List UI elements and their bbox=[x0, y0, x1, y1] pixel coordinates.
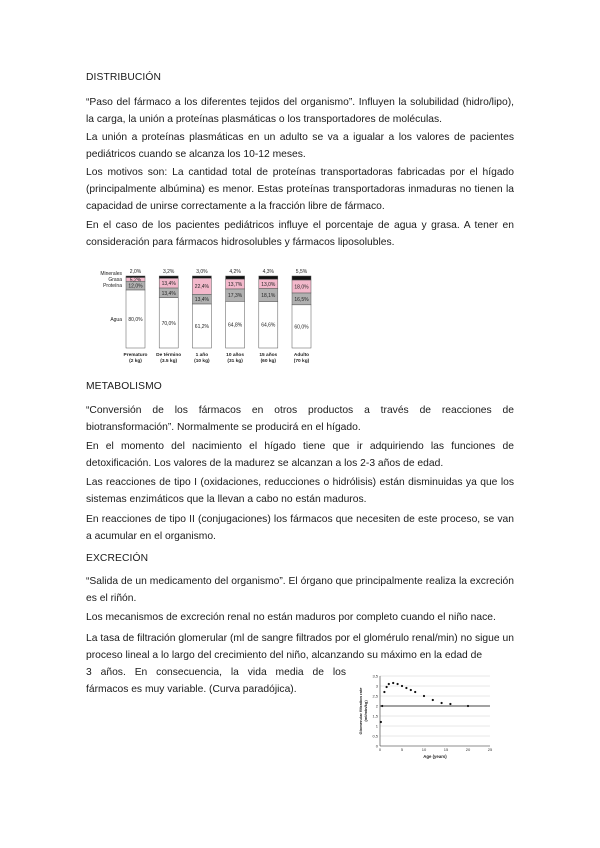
category-sublabel: (3.5 kg) bbox=[160, 359, 178, 364]
data-point bbox=[386, 686, 388, 688]
category-label: Prematuro bbox=[123, 353, 148, 358]
y-tick-label: 0 bbox=[375, 743, 378, 749]
category-label: De término bbox=[156, 353, 182, 358]
segment-label: 13,0% bbox=[261, 281, 276, 288]
x-tick-label: 15 bbox=[443, 747, 449, 752]
y-tick-label: 1,5 bbox=[372, 713, 378, 719]
data-point bbox=[432, 699, 434, 701]
data-point bbox=[388, 683, 390, 685]
data-point bbox=[383, 691, 385, 693]
data-point bbox=[449, 703, 451, 705]
y-tick-label: 0,5 bbox=[372, 733, 378, 739]
segment-label: 13,7% bbox=[228, 281, 243, 288]
bar-segment-minerales bbox=[159, 276, 178, 278]
distribucion-paragraph-4: En el caso de los pacientes pediátricos influye el porcentaje de agua y grasa. A tener en consideración para fármacos hidrosolubles y fármacos liposolubles. bbox=[86, 220, 514, 249]
bar-segment-minerales bbox=[259, 276, 278, 279]
segment-label: 70,0% bbox=[161, 320, 176, 327]
excrecion-paragraph-3: La tasa de filtración glomerular (ml de sangre filtrados por el glomérulo renal/min) no sigue un proceso lineal a lo largo del crecimiento del niño, alcanzando su máximo en la edad de bbox=[86, 633, 514, 662]
x-tick-label: 20 bbox=[465, 747, 471, 752]
x-tick-label: 0 bbox=[378, 747, 382, 752]
x-tick-label: 10 bbox=[421, 747, 427, 752]
segment-label: 5,2% bbox=[129, 277, 142, 284]
gfr-scatter-chart bbox=[348, 670, 498, 768]
segment-label: 80,0% bbox=[128, 316, 143, 323]
distribucion-paragraph-1: “Paso del fármaco a los diferentes tejidos del organismo”. Influyen la solubilidad (hidro/lipo), la carga, la unión a proteínas plasmáticas o los transportadores de moléculas. bbox=[86, 97, 514, 126]
data-point bbox=[401, 685, 403, 687]
heading-excrecion: EXCRECIÓN bbox=[86, 553, 149, 564]
distribucion-paragraph-2: La unión a proteínas plasmáticas en un adulto se va a igualar a los valores de pacientes pediátricos cuando se alcanza los 10-12 meses. bbox=[86, 132, 514, 161]
category-sublabel: (31 kg) bbox=[227, 359, 243, 364]
segment-label: 18,0% bbox=[294, 284, 309, 291]
segment-label: 17,3% bbox=[228, 293, 243, 300]
data-point bbox=[397, 683, 399, 685]
segment-label: 64,8% bbox=[228, 322, 243, 329]
bar-segment-minerales bbox=[292, 276, 311, 280]
y-axis-label-units: (ml/min/kg) bbox=[363, 700, 368, 722]
x-axis-label: Age (years) bbox=[423, 754, 447, 759]
minerales-label: 4,2% bbox=[229, 269, 241, 275]
category-label: Adulto bbox=[293, 353, 310, 358]
heading-distribucion: DISTRIBUCIÓN bbox=[86, 72, 161, 83]
x-tick-label: 25 bbox=[487, 747, 493, 752]
segment-label: 16,5% bbox=[294, 296, 309, 303]
segment-label: 12,0% bbox=[128, 283, 143, 290]
segment-label: 60,0% bbox=[294, 324, 309, 331]
minerales-label: 5,5% bbox=[295, 269, 308, 275]
data-point bbox=[380, 721, 382, 723]
data-point bbox=[405, 687, 407, 689]
heading-metabolismo: METABOLISMO bbox=[86, 381, 162, 392]
bar-segment-minerales bbox=[226, 276, 245, 279]
segment-label: 61,2% bbox=[194, 323, 209, 330]
component-label-proteína: Proteína bbox=[103, 283, 122, 289]
minerales-label: 3,0% bbox=[196, 269, 208, 275]
y-tick-label: 3 bbox=[375, 683, 378, 689]
category-label: 10 años bbox=[226, 353, 245, 358]
x-tick-label: 5 bbox=[400, 747, 404, 752]
data-point bbox=[414, 691, 416, 693]
data-point bbox=[392, 682, 394, 684]
metabolismo-paragraph-4: En reacciones de tipo II (conjugaciones) los fármacos que necesiten de este proceso, se van a acumular en el organismo. bbox=[86, 514, 514, 543]
minerales-label: 2,0% bbox=[129, 269, 142, 275]
category-sublabel: (10 kg) bbox=[194, 359, 210, 364]
excrecion-paragraph-3-line-3: 3 años. En consecuencia, la vida media de los bbox=[86, 667, 346, 678]
minerales-label: 4,3% bbox=[262, 269, 275, 275]
body-composition-chart bbox=[86, 262, 346, 370]
component-label-agua: Agua bbox=[110, 316, 122, 323]
y-axis-label: Glomerular filtration rate bbox=[358, 687, 363, 735]
segment-label: 22,4% bbox=[194, 284, 209, 291]
excrecion-paragraph-2: Los mecanismos de excreción renal no están maduros por completo cuando el niño nace. bbox=[86, 612, 496, 623]
category-label: 15 años bbox=[259, 353, 278, 358]
minerales-label: 3,2% bbox=[162, 269, 175, 275]
metabolismo-paragraph-3: Las reacciones de tipo I (oxidaciones, reducciones o hidrólisis) están disminuidas ya que los sistemas enzimáticos que la llevan a cabo no están maduros. bbox=[86, 477, 514, 506]
category-sublabel: (70 kg) bbox=[293, 359, 310, 364]
component-label-minerales: Minerales bbox=[100, 271, 122, 277]
excrecion-paragraph-1: “Salida de un medicamento del organismo”. El órgano que principalmente realiza la excreción es el riñón. bbox=[86, 576, 514, 605]
category-sublabel: (2 kg) bbox=[129, 359, 142, 364]
segment-label: 13,4% bbox=[194, 297, 209, 304]
bar-segment-minerales bbox=[126, 276, 145, 277]
segment-label: 13,4% bbox=[161, 290, 176, 297]
data-point bbox=[467, 705, 469, 707]
metabolismo-paragraph-2: En el momento del nacimiento el hígado tiene que ir adquiriendo las funciones de detoxificación. Los valores de la madurez se alcanzan a los 2-3 años de edad. bbox=[86, 441, 514, 470]
excrecion-paragraph-3-line-4: fármacos es muy variable. (Curva paradójica). bbox=[86, 684, 297, 695]
metabolismo-paragraph-1: “Conversión de los fármacos en otros productos a través de reacciones de biotransformación”. Normalmente se producirá en el hígado. bbox=[86, 405, 514, 434]
data-point bbox=[423, 695, 425, 697]
y-tick-label: 2 bbox=[375, 703, 378, 709]
distribucion-paragraph-3: Los motivos son: La cantidad total de proteínas transportadoras fabricadas por el hígado (principalmente albúmina) es menor. Estas proteínas transportadoras inmaduras no tienen la capacidad de unirse correctamente a la fracción libre de fármaco. bbox=[86, 167, 514, 213]
y-tick-label: 2,5 bbox=[372, 693, 378, 699]
bar-segment-minerales bbox=[192, 276, 211, 278]
data-point bbox=[441, 702, 443, 704]
y-tick-label: 1 bbox=[375, 723, 378, 729]
data-point bbox=[381, 705, 383, 707]
segment-label: 64,6% bbox=[261, 322, 276, 329]
category-sublabel: (60 kg) bbox=[260, 359, 277, 364]
component-label-grasa: Grasa bbox=[108, 277, 122, 283]
category-label: 1 año bbox=[195, 353, 209, 358]
segment-label: 18,1% bbox=[261, 292, 276, 299]
y-tick-label: 3,5 bbox=[372, 673, 378, 679]
segment-label: 13,4% bbox=[161, 281, 176, 288]
data-point bbox=[410, 689, 412, 691]
